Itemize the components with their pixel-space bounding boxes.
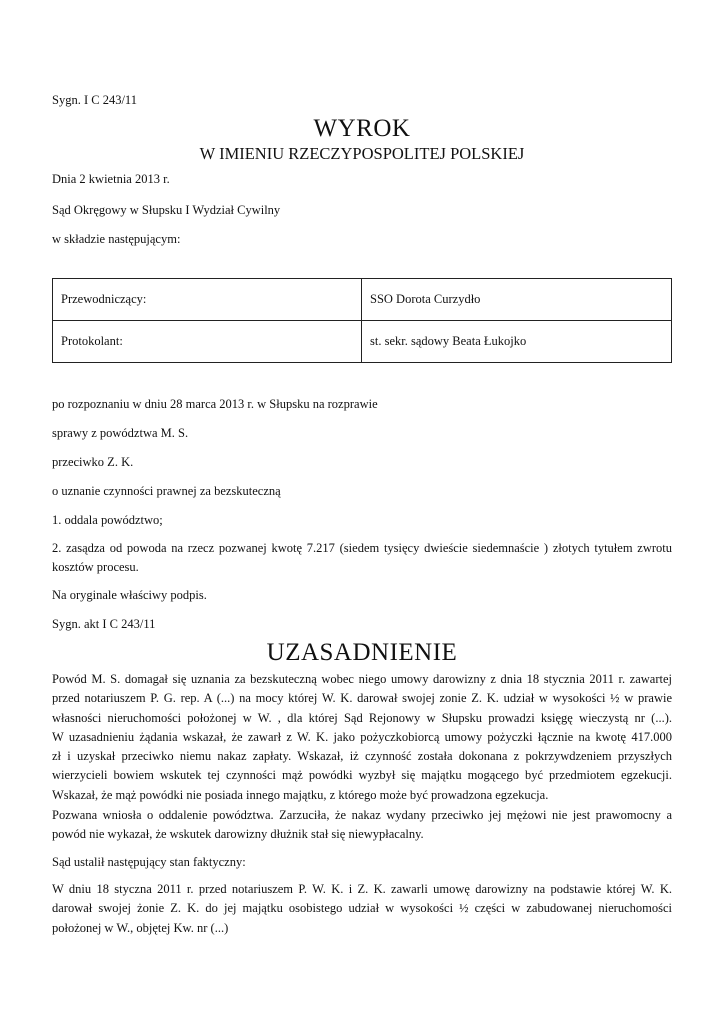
text-line: W dniu 18 styczna 2011 r. przed notariuszem P. W. K. i Z. K. zawarli umowę darowizny na podstawie której W. K. xyxy=(52,882,672,896)
text-line: Pozwana wniosła o oddalenie powództwa. Zarzuciła, że nakaz wydany przeciwko jej mężowi nie jest prawomocny a xyxy=(52,808,672,822)
ruling-item-1: 1. oddala powództwo; xyxy=(52,513,163,527)
text-line: własności nieruchomości położonej w W. , dla której Sąd Rejonowy w Słupsku prowadzi księgę wieczystą nr (...). xyxy=(52,710,672,725)
text-line: zł i uzyskał przeciwko niemu nakaz zapłaty. Wskazał, iż czynność została dokonana z pokrzywdzeniem przyszłych xyxy=(52,749,672,764)
paragraph-facts xyxy=(52,880,672,938)
paragraph-defense xyxy=(52,806,672,845)
paragraph-claim xyxy=(52,670,672,805)
judgment-title: WYROK xyxy=(313,115,411,142)
text-line: Wskazał, że mąż powódki nie posiada innego majątku, z którego może być prowadzona egzekucja. xyxy=(52,787,549,802)
judgment-subtitle: W IMIENIU RZECZYPOSPOLITEJ POLSKIEJ xyxy=(199,144,525,163)
role-cell: Przewodniczący: xyxy=(53,279,362,321)
original-note: Na oryginale właściwy podpis. xyxy=(52,588,207,602)
text-line: kosztów procesu. xyxy=(52,560,139,575)
text-line: powód nie wykazał, że wskutek darowizny dłużnik stał się niewypłacalny. xyxy=(52,827,424,842)
composition-intro: w składzie następującym: xyxy=(52,232,181,246)
court-name: Sąd Okręgowy w Słupsku I Wydział Cywilny xyxy=(52,203,281,217)
table-row xyxy=(53,279,672,321)
text-line: darował swojej żonie Z. K. do jej majątku osobistego udział w wysokości ½ części w zabudowanej nieruchomości xyxy=(52,901,672,916)
subject-line: o uznanie czynności prawnej za bezskuteczną xyxy=(52,484,281,498)
text-line: Powód M. S. domagał się uznania za bezskuteczną wobec niego umowy darowizny z dnia 18 stycznia 2011 r. zawartej xyxy=(52,672,672,686)
text-line: położonej w W., objętej Kw. nr (...) xyxy=(52,920,229,935)
case-signature: Sygn. I C 243/11 xyxy=(52,93,137,107)
table-row xyxy=(53,321,672,363)
text-line: W uzasadnieniu żądania wskazał, że zawarł z W. K. jako pożyczkobiorcą umowy pożyczki łącznie na kwotę 417.000 xyxy=(52,729,672,744)
ruling-item-2 xyxy=(52,539,672,578)
court-composition-table xyxy=(52,278,672,363)
person-cell: st. sekr. sądowy Beata Łukojko xyxy=(362,321,672,363)
defendant-line: przeciwko Z. K. xyxy=(52,455,134,469)
case-signature-akt: Sygn. akt I C 243/11 xyxy=(52,617,156,631)
hearing-line: po rozpoznaniu w dniu 28 marca 2013 r. w Słupsku na rozprawie xyxy=(52,397,378,411)
text-line: przed notariuszem P. G. rep. A (...) na mocy której W. K. darował swojej zonie Z. K. udział w wysokości ½ w prawie xyxy=(52,691,672,706)
person-cell: SSO Dorota Curzydło xyxy=(362,279,672,321)
judgment-date: Dnia 2 kwietnia 2013 r. xyxy=(52,172,170,186)
facts-intro: Sąd ustalił następujący stan faktyczny: xyxy=(52,855,246,869)
document-page xyxy=(52,0,672,1024)
justification-title: UZASADNIENIE xyxy=(266,639,458,666)
role-cell: Protokolant: xyxy=(53,321,362,363)
plaintiff-line: sprawy z powództwa M. S. xyxy=(52,426,189,440)
text-line: wierzycieli bowiem wskutek tej czynności mąż powódki wyzbył się majątku mogącego być przedmiotem egzekucji. xyxy=(52,768,672,783)
text-line: 2. zasądza od powoda na rzecz pozwanej kwotę 7.217 (siedem tysięcy dwieście siedemnaście ) złotych tytułem zwrotu xyxy=(52,541,672,555)
